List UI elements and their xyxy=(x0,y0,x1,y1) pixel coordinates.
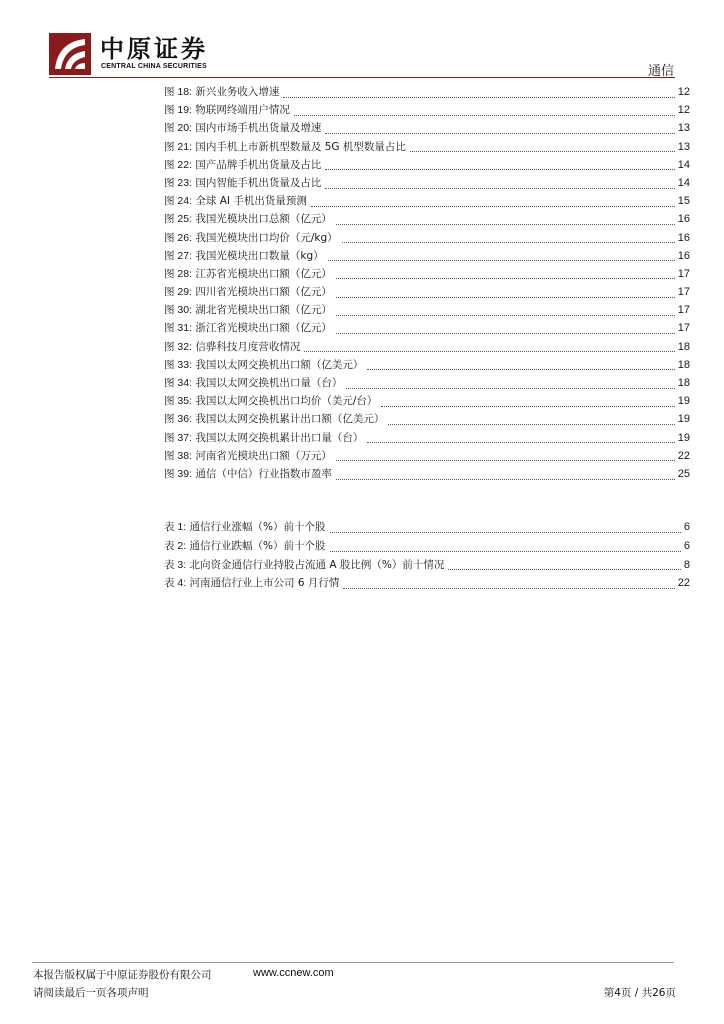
table-entry-title: 通信行业涨幅（%）前十个股 xyxy=(189,521,326,533)
figure-entry-label xyxy=(164,465,334,483)
figure-entry-title: 四川省光模块出口额（亿元） xyxy=(195,286,332,299)
table-entry-number: 表 4: xyxy=(164,577,187,590)
figure-entry-label xyxy=(164,174,323,192)
dot-leader xyxy=(330,520,681,533)
dot-leader xyxy=(336,448,675,461)
table-entry-page-number: 6 xyxy=(683,521,690,533)
figure-entry-label xyxy=(164,210,334,228)
figure-entry-label xyxy=(164,356,365,374)
figure-entry-title: 国内手机上市新机型数量及 5G 机型数量占比 xyxy=(195,140,406,153)
figure-entry-title: 河南省光模块出口额（万元） xyxy=(195,449,332,462)
figure-entry-page-number: 13 xyxy=(677,122,690,135)
section-label: 通信 xyxy=(647,64,674,79)
figure-entry[interactable] xyxy=(164,447,690,465)
dot-leader xyxy=(325,157,674,170)
footer-copyright: 本报告版权属于中原证券股份有限公司 xyxy=(33,969,212,981)
figure-entry-page-number: 17 xyxy=(677,267,690,280)
figure-entry-number: 图 21: xyxy=(164,140,193,153)
table-entry-page-number: 6 xyxy=(683,539,690,552)
table-entry-number: 表 2: xyxy=(164,539,187,552)
figure-entry-label xyxy=(164,319,334,337)
dot-leader xyxy=(367,430,674,443)
figure-entry-page-number: 17 xyxy=(677,322,690,335)
figure-entry-title: 江苏省光模块出口额（亿元） xyxy=(195,267,332,280)
figure-entry[interactable] xyxy=(164,119,690,137)
table-entry-number: 表 1: xyxy=(164,521,187,533)
figure-entry-page-number: 15 xyxy=(677,195,690,208)
dot-leader xyxy=(336,212,675,225)
dot-leader xyxy=(448,557,681,570)
figure-entry-page-number: 25 xyxy=(677,467,690,480)
dot-leader xyxy=(388,412,674,425)
figure-entry[interactable] xyxy=(164,174,690,192)
figure-entry-number: 图 38: xyxy=(164,449,193,462)
figure-entry-number: 图 36: xyxy=(164,413,193,426)
figure-entry-number: 图 37: xyxy=(164,431,193,444)
figure-entry-number: 图 30: xyxy=(164,304,193,317)
figure-entry-title: 湖北省光模块出口额（亿元） xyxy=(195,304,332,317)
figure-entry-page-number: 19 xyxy=(677,395,690,408)
dot-leader xyxy=(336,321,675,334)
figure-entry-label xyxy=(164,374,344,392)
figure-entry-title: 国产品牌手机出货量及占比 xyxy=(195,158,322,171)
figure-entry-label xyxy=(164,119,323,137)
dot-leader xyxy=(343,576,674,589)
figure-entry-label xyxy=(164,301,334,319)
figure-entry[interactable] xyxy=(164,229,690,247)
figure-entry-label xyxy=(164,83,281,101)
figure-entry-number: 图 26: xyxy=(164,231,193,244)
dot-leader xyxy=(410,139,675,152)
table-entry-title: 通信行业跌幅（%）前十个股 xyxy=(189,539,326,552)
header-divider xyxy=(49,77,675,78)
table-list xyxy=(164,518,690,593)
figure-entry-page-number: 16 xyxy=(677,231,690,244)
figure-entry-title: 我国光模块出口数量（kg） xyxy=(195,249,324,262)
figure-entry-label xyxy=(164,410,386,428)
table-entry-number: 表 3: xyxy=(164,558,187,571)
table-entry-title: 北向资金通信行业持股占流通 A 股比例（%）前十情况 xyxy=(189,558,445,571)
table-entry[interactable] xyxy=(164,518,690,537)
figure-entry-number: 图 28: xyxy=(164,267,193,280)
footer-disclaimer: 请阅读最后一页各项声明 xyxy=(33,987,149,999)
figure-entry-page-number: 19 xyxy=(677,413,690,426)
figure-entry-number: 图 22: xyxy=(164,158,193,171)
company-logo-icon xyxy=(49,33,91,75)
figure-entry-title: 信骅科技月度营收情况 xyxy=(195,340,301,353)
figure-entry-title: 国内智能手机出货量及占比 xyxy=(195,176,322,189)
figure-entry-number: 图 31: xyxy=(164,322,193,335)
table-entry-label xyxy=(164,574,341,592)
figure-entry-number: 图 32: xyxy=(164,340,193,353)
figure-entry-label xyxy=(164,192,309,210)
figure-entry-page-number: 12 xyxy=(677,86,690,98)
dot-leader xyxy=(342,230,675,243)
figure-entry-title: 我国光模块出口总额（亿元） xyxy=(195,213,332,226)
table-entry-label xyxy=(164,518,328,536)
footer-page-number: 第4页 / 共26页 xyxy=(603,987,676,999)
figure-entry[interactable] xyxy=(164,192,690,210)
figure-entry-label xyxy=(164,247,326,265)
dot-leader xyxy=(311,194,675,207)
figure-entry-title: 我国以太网交换机出口量（台） xyxy=(195,377,343,389)
figure-entry-page-number: 17 xyxy=(677,286,690,299)
figure-entry-number: 图 27: xyxy=(164,249,193,262)
figure-entry[interactable] xyxy=(164,283,690,301)
figure-entry-label xyxy=(164,156,323,174)
figure-entry[interactable] xyxy=(164,138,690,156)
figure-list xyxy=(164,83,690,483)
figure-entry[interactable] xyxy=(164,356,690,374)
figure-entry-title: 物联网终端用户情况 xyxy=(195,104,290,117)
dot-leader xyxy=(294,103,675,116)
table-entry-page-number: 22 xyxy=(677,577,690,590)
figure-entry-title: 国内市场手机出货量及增速 xyxy=(195,122,322,135)
figure-entry-title: 我国以太网交换机累计出口量（台） xyxy=(195,431,364,444)
dot-leader xyxy=(304,339,674,352)
figure-entry-page-number: 14 xyxy=(677,176,690,189)
figure-entry[interactable] xyxy=(164,429,690,447)
figure-entry[interactable] xyxy=(164,392,690,410)
dot-leader xyxy=(346,376,674,389)
dot-leader xyxy=(336,266,675,279)
figure-entry-number: 图 23: xyxy=(164,176,193,189)
figure-entry-page-number: 14 xyxy=(677,158,690,171)
figure-entry-title: 全球 AI 手机出货量预测 xyxy=(195,195,307,208)
figure-entry-number: 图 20: xyxy=(164,122,193,135)
figure-entry-page-number: 19 xyxy=(677,431,690,444)
figure-entry[interactable] xyxy=(164,465,690,483)
page-header xyxy=(0,0,724,80)
figure-entry-page-number: 16 xyxy=(677,213,690,226)
figure-entry[interactable] xyxy=(164,156,690,174)
table-entry-label xyxy=(164,537,328,555)
figure-entry-title: 我国以太网交换机累计出口额（亿美元） xyxy=(195,413,385,426)
figure-entry-page-number: 18 xyxy=(677,358,690,371)
dot-leader xyxy=(336,467,675,480)
figure-entry-number: 图 29: xyxy=(164,286,193,299)
table-entry[interactable] xyxy=(164,556,690,575)
figure-entry-label xyxy=(164,392,379,410)
figure-entry-label xyxy=(164,338,302,356)
figure-entry-page-number: 13 xyxy=(677,140,690,153)
dot-leader xyxy=(325,176,674,189)
table-entry-label xyxy=(164,556,446,574)
figure-entry-label xyxy=(164,447,334,465)
figure-entry[interactable] xyxy=(164,374,690,392)
figure-entry[interactable] xyxy=(164,265,690,283)
dot-leader xyxy=(367,357,674,370)
table-entry-page-number: 8 xyxy=(683,558,690,571)
figure-entry[interactable] xyxy=(164,210,690,228)
figure-entry-label xyxy=(164,283,334,301)
figure-entry[interactable] xyxy=(164,247,690,265)
dot-leader xyxy=(381,394,674,407)
figure-entry-label xyxy=(164,429,365,447)
figure-entry-number: 图 25: xyxy=(164,213,193,226)
figure-entry[interactable] xyxy=(164,319,690,337)
dot-leader xyxy=(330,539,681,552)
figure-entry-number: 图 18: xyxy=(164,86,193,98)
figure-entry-number: 图 24: xyxy=(164,195,193,208)
figure-entry-number: 图 39: xyxy=(164,467,193,480)
table-entry[interactable] xyxy=(164,537,690,556)
figure-entry-label xyxy=(164,265,334,283)
figure-entry-page-number: 22 xyxy=(677,449,690,462)
figure-entry[interactable] xyxy=(164,83,690,101)
footer-divider xyxy=(32,962,674,963)
company-name-en: CENTRAL CHINA SECURITIES xyxy=(101,63,207,70)
figure-entry[interactable] xyxy=(164,338,690,356)
figure-entry-page-number: 17 xyxy=(677,304,690,317)
figure-entry-number: 图 34: xyxy=(164,377,193,389)
table-entry[interactable] xyxy=(164,574,690,593)
figure-entry-number: 图 33: xyxy=(164,358,193,371)
figure-entry-title: 新兴业务收入增速 xyxy=(195,86,280,98)
figure-entry-page-number: 12 xyxy=(677,104,690,117)
figure-entry-number: 图 19: xyxy=(164,104,193,117)
figure-entry-page-number: 18 xyxy=(677,340,690,353)
figure-entry[interactable] xyxy=(164,410,690,428)
figure-entry-page-number: 16 xyxy=(677,249,690,262)
figure-entry-label xyxy=(164,229,340,247)
figure-entry-title: 我国以太网交换机出口额（亿美元） xyxy=(195,358,364,371)
dot-leader xyxy=(328,248,675,261)
figure-entry[interactable] xyxy=(164,101,690,119)
figure-entry-label xyxy=(164,101,292,119)
figure-entry-title: 我国以太网交换机出口均价（美元/台） xyxy=(195,395,378,408)
figure-entry-label xyxy=(164,138,408,156)
figure-entry-number: 图 35: xyxy=(164,395,193,408)
table-entry-title: 河南通信行业上市公司 6 月行情 xyxy=(189,577,340,590)
dot-leader xyxy=(283,85,674,98)
dot-leader xyxy=(336,303,675,316)
dot-leader xyxy=(336,285,675,298)
figure-entry-title: 浙江省光模块出口额（亿元） xyxy=(195,322,332,335)
company-name-cn: 中原证券 xyxy=(100,34,208,63)
figure-entry-page-number: 18 xyxy=(677,377,690,389)
footer-website-link[interactable]: www.ccnew.com xyxy=(253,967,334,979)
figure-entry-title: 通信（中信）行业指数市盈率 xyxy=(195,467,332,480)
dot-leader xyxy=(325,121,674,134)
figure-entry[interactable] xyxy=(164,301,690,319)
figure-entry-title: 我国光模块出口均价（元/kg） xyxy=(195,231,338,244)
